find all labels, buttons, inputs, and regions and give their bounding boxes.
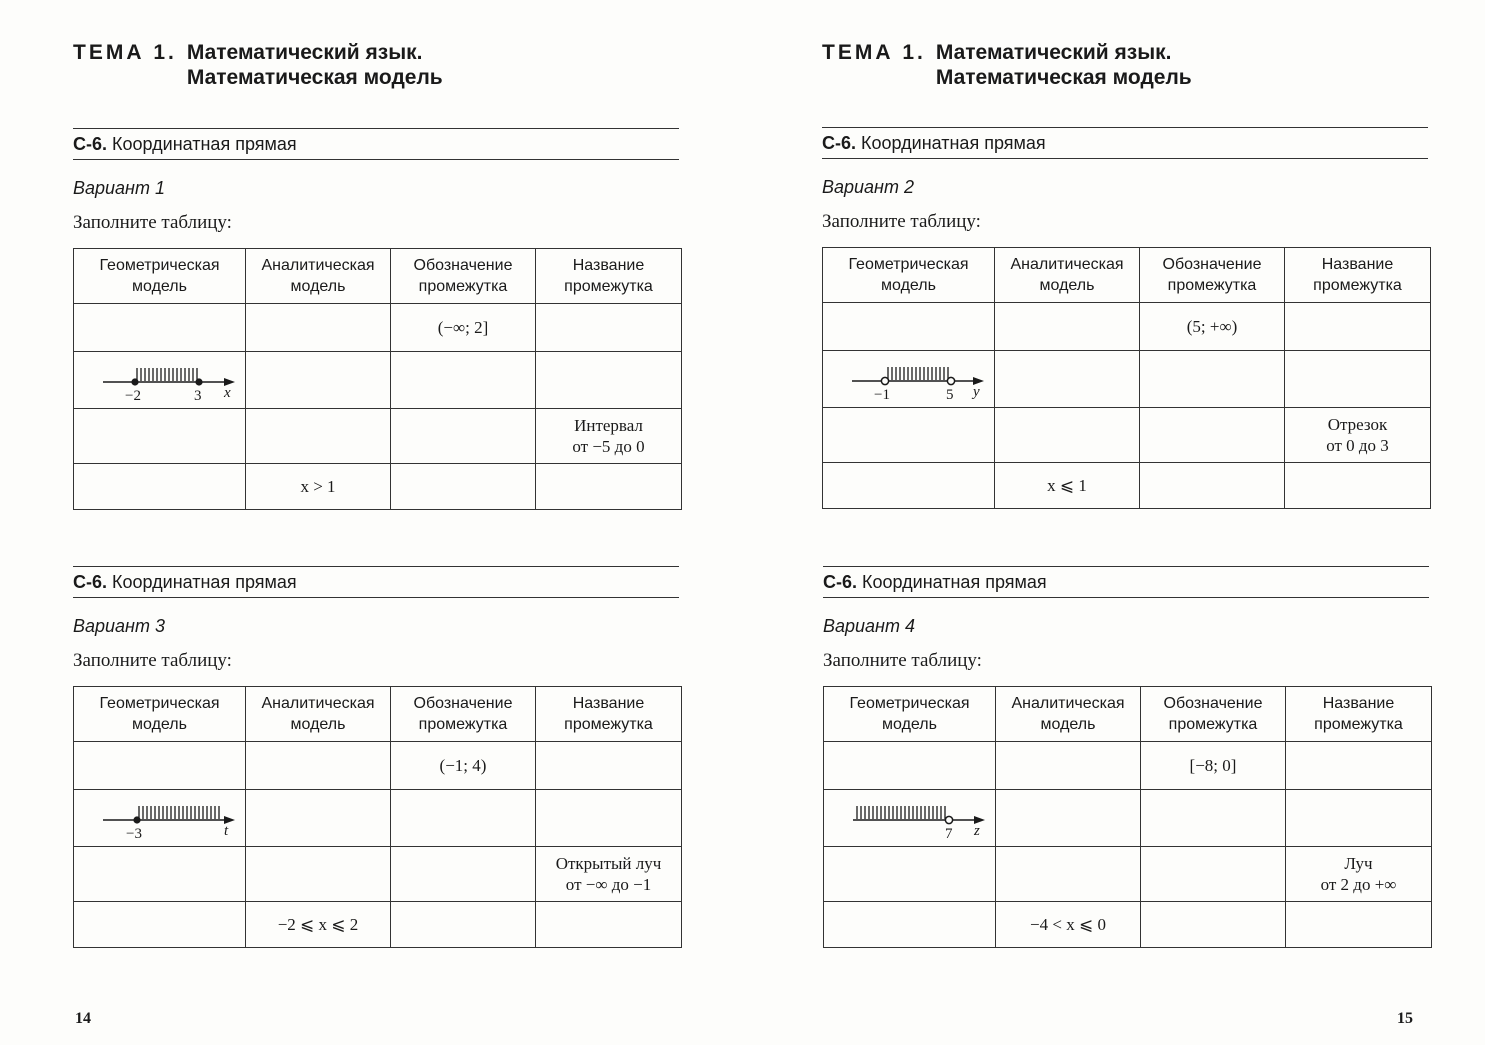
interval-table bbox=[823, 686, 1432, 948]
interval-name-line1: Отрезок bbox=[1327, 415, 1388, 434]
table-row bbox=[824, 742, 1432, 790]
open-point bbox=[881, 377, 888, 384]
empty-cell[interactable] bbox=[74, 464, 246, 510]
interval-name-line1: Открытый луч bbox=[555, 854, 662, 873]
exercise-section-variant-2 bbox=[822, 127, 1428, 509]
table-row bbox=[824, 790, 1432, 847]
empty-cell[interactable] bbox=[1140, 408, 1285, 463]
interval-notation-cell: [−8; 0] bbox=[1141, 742, 1286, 790]
empty-cell[interactable] bbox=[1286, 790, 1432, 847]
table-row bbox=[74, 902, 682, 948]
interval-table bbox=[822, 247, 1431, 509]
variant-title: Вариант 4 bbox=[823, 616, 915, 636]
theme-title bbox=[822, 40, 1192, 90]
section-title: Координатная прямая bbox=[862, 572, 1047, 592]
table-row bbox=[74, 790, 682, 847]
empty-cell[interactable] bbox=[536, 464, 682, 510]
filled-point bbox=[195, 378, 202, 385]
page-number: 14 bbox=[75, 1010, 91, 1027]
interval-name-line2: от −∞ до −1 bbox=[565, 875, 652, 894]
table-row bbox=[823, 303, 1431, 351]
interval-name-line1: Луч bbox=[1344, 854, 1373, 873]
empty-cell[interactable] bbox=[823, 408, 995, 463]
table-row bbox=[824, 847, 1432, 902]
section-header bbox=[73, 566, 679, 598]
empty-cell[interactable] bbox=[391, 902, 536, 948]
empty-cell[interactable] bbox=[536, 902, 682, 948]
empty-cell[interactable] bbox=[391, 464, 536, 510]
instruction-text: Заполните таблицу: bbox=[73, 650, 232, 671]
geometric-model-cell bbox=[74, 352, 246, 409]
empty-cell[interactable] bbox=[995, 408, 1140, 463]
empty-cell[interactable] bbox=[1285, 303, 1431, 351]
empty-cell[interactable] bbox=[996, 847, 1141, 902]
number-line-diagram bbox=[834, 354, 984, 404]
empty-cell[interactable] bbox=[391, 847, 536, 902]
exercise-section-variant-4 bbox=[823, 566, 1429, 948]
header-interval-notation: Обозначение промежутка bbox=[1140, 248, 1285, 303]
page-number: 15 bbox=[1397, 1010, 1413, 1027]
theme-title-line1: Математический язык. bbox=[186, 41, 423, 64]
tick-label-right: 7 bbox=[944, 826, 952, 842]
shading-hatch bbox=[137, 368, 197, 381]
section-title: Координатная прямая bbox=[861, 133, 1046, 153]
section-code: С-6. bbox=[73, 572, 108, 592]
geometric-model-cell bbox=[823, 351, 995, 408]
empty-cell[interactable] bbox=[1141, 847, 1286, 902]
interval-table bbox=[73, 686, 682, 948]
variant-title: Вариант 3 bbox=[73, 616, 165, 636]
interval-notation-cell: (−∞; 2] bbox=[391, 304, 536, 352]
interval-name-cell bbox=[536, 409, 682, 464]
empty-cell[interactable] bbox=[995, 351, 1140, 408]
section-title: Координатная прямая bbox=[112, 134, 297, 154]
analytic-model-cell: x > 1 bbox=[246, 464, 391, 510]
table-header-row bbox=[74, 687, 682, 742]
interval-table bbox=[73, 248, 682, 510]
left-page bbox=[0, 0, 742, 1045]
table-header-row bbox=[824, 687, 1432, 742]
empty-cell[interactable] bbox=[1286, 902, 1432, 948]
exercise-section-variant-1 bbox=[73, 128, 679, 510]
instruction-text: Заполните таблицу: bbox=[822, 211, 981, 232]
theme-label: ТЕМА 1. bbox=[822, 41, 926, 64]
interval-name-cell bbox=[536, 847, 682, 902]
section-header bbox=[73, 128, 679, 160]
interval-name-cell bbox=[1286, 847, 1432, 902]
theme-label: ТЕМА 1. bbox=[73, 41, 177, 64]
empty-cell[interactable] bbox=[246, 742, 391, 790]
empty-cell[interactable] bbox=[246, 352, 391, 409]
shading-hatch bbox=[139, 806, 219, 819]
empty-cell[interactable] bbox=[1285, 463, 1431, 509]
empty-cell[interactable] bbox=[1141, 790, 1286, 847]
filled-point bbox=[131, 378, 138, 385]
header-analytic-model: Аналитическая модель bbox=[246, 249, 391, 304]
header-interval-name: Название промежутка bbox=[536, 249, 682, 304]
right-page bbox=[742, 0, 1484, 1045]
table-row bbox=[74, 742, 682, 790]
theme-title-line2: Математическая модель bbox=[935, 66, 1192, 89]
open-point bbox=[945, 816, 952, 823]
axis-variable: t bbox=[223, 823, 228, 839]
section-code: С-6. bbox=[73, 134, 108, 154]
variant-title: Вариант 2 bbox=[822, 177, 914, 197]
geometric-model-cell bbox=[74, 790, 246, 847]
filled-point bbox=[133, 816, 140, 823]
header-geometric-model: Геометрическая модель bbox=[74, 249, 246, 304]
empty-cell[interactable] bbox=[391, 409, 536, 464]
header-interval-name: Название промежутка bbox=[1286, 687, 1432, 742]
empty-cell[interactable] bbox=[246, 790, 391, 847]
header-analytic-model: Аналитическая модель bbox=[995, 248, 1140, 303]
section-code: С-6. bbox=[822, 133, 857, 153]
number-line-diagram bbox=[835, 793, 985, 843]
interval-name-line1: Интервал bbox=[574, 416, 643, 435]
interval-name-line2: от 0 до 3 bbox=[1326, 436, 1389, 455]
empty-cell[interactable] bbox=[74, 742, 246, 790]
empty-cell[interactable] bbox=[536, 352, 682, 409]
empty-cell[interactable] bbox=[74, 902, 246, 948]
empty-cell[interactable] bbox=[1285, 351, 1431, 408]
analytic-model-cell: −4 < x ⩽ 0 bbox=[996, 902, 1141, 948]
interval-name-line2: от −5 до 0 bbox=[572, 437, 645, 456]
table-row bbox=[823, 463, 1431, 509]
interval-name-line2: от 2 до +∞ bbox=[1320, 875, 1397, 894]
table-row bbox=[74, 352, 682, 409]
shading-hatch bbox=[888, 367, 948, 380]
header-interval-name: Название промежутка bbox=[536, 687, 682, 742]
table-row bbox=[823, 408, 1431, 463]
instruction-text: Заполните таблицу: bbox=[73, 212, 232, 233]
header-analytic-model: Аналитическая модель bbox=[996, 687, 1141, 742]
number-line-diagram bbox=[85, 793, 235, 843]
empty-cell[interactable] bbox=[74, 304, 246, 352]
instruction-text: Заполните таблицу: bbox=[823, 650, 982, 671]
empty-cell[interactable] bbox=[996, 790, 1141, 847]
empty-cell[interactable] bbox=[74, 409, 246, 464]
interval-notation-cell: (5; +∞) bbox=[1140, 303, 1285, 351]
analytic-model-cell: −2 ⩽ x ⩽ 2 bbox=[246, 902, 391, 948]
table-row bbox=[74, 847, 682, 902]
empty-cell[interactable] bbox=[996, 742, 1141, 790]
table-header-row bbox=[74, 249, 682, 304]
tick-label-right: 3 bbox=[193, 388, 201, 404]
empty-cell[interactable] bbox=[1286, 742, 1432, 790]
table-row bbox=[823, 351, 1431, 408]
analytic-model-cell: x ⩽ 1 bbox=[995, 463, 1140, 509]
table-row bbox=[824, 902, 1432, 948]
theme-title bbox=[73, 40, 443, 90]
empty-cell[interactable] bbox=[391, 352, 536, 409]
empty-cell[interactable] bbox=[246, 847, 391, 902]
header-geometric-model: Геометрическая модель bbox=[74, 687, 246, 742]
interval-notation-cell: (−1; 4) bbox=[391, 742, 536, 790]
empty-cell[interactable] bbox=[246, 304, 391, 352]
open-point bbox=[947, 377, 954, 384]
interval-name-cell bbox=[1285, 408, 1431, 463]
empty-cell[interactable] bbox=[536, 790, 682, 847]
axis-variable: z bbox=[973, 823, 980, 839]
tick-label-right: 5 bbox=[945, 387, 953, 403]
axis-variable: x bbox=[223, 385, 231, 401]
tick-label-left: −2 bbox=[124, 388, 141, 404]
empty-cell[interactable] bbox=[391, 790, 536, 847]
empty-cell[interactable] bbox=[1141, 902, 1286, 948]
empty-cell[interactable] bbox=[74, 847, 246, 902]
section-code: С-6. bbox=[823, 572, 858, 592]
empty-cell[interactable] bbox=[823, 303, 995, 351]
header-geometric-model: Геометрическая модель bbox=[823, 248, 995, 303]
empty-cell[interactable] bbox=[1140, 351, 1285, 408]
section-header bbox=[822, 127, 1428, 159]
empty-cell[interactable] bbox=[536, 742, 682, 790]
table-header-row bbox=[823, 248, 1431, 303]
table-row bbox=[74, 464, 682, 510]
section-title: Координатная прямая bbox=[112, 572, 297, 592]
table-row bbox=[74, 409, 682, 464]
header-interval-notation: Обозначение промежутка bbox=[391, 249, 536, 304]
shading-hatch bbox=[857, 806, 945, 819]
header-geometric-model: Геометрическая модель bbox=[824, 687, 996, 742]
header-interval-notation: Обозначение промежутка bbox=[391, 687, 536, 742]
table-row bbox=[74, 304, 682, 352]
section-header bbox=[823, 566, 1429, 598]
empty-cell[interactable] bbox=[246, 409, 391, 464]
empty-cell[interactable] bbox=[824, 742, 996, 790]
empty-cell[interactable] bbox=[824, 847, 996, 902]
theme-title-line2: Математическая модель bbox=[186, 66, 443, 89]
theme-title-line1: Математический язык. bbox=[935, 41, 1172, 64]
empty-cell[interactable] bbox=[824, 902, 996, 948]
header-analytic-model: Аналитическая модель bbox=[246, 687, 391, 742]
empty-cell[interactable] bbox=[1140, 463, 1285, 509]
empty-cell[interactable] bbox=[823, 463, 995, 509]
tick-label-left: −1 bbox=[873, 387, 890, 403]
variant-title: Вариант 1 bbox=[73, 178, 165, 198]
exercise-section-variant-3 bbox=[73, 566, 679, 948]
empty-cell[interactable] bbox=[536, 304, 682, 352]
header-interval-notation: Обозначение промежутка bbox=[1141, 687, 1286, 742]
number-line-diagram bbox=[85, 355, 235, 405]
tick-label-left: −3 bbox=[125, 826, 142, 842]
geometric-model-cell bbox=[824, 790, 996, 847]
axis-variable: y bbox=[972, 384, 980, 400]
header-interval-name: Название промежутка bbox=[1285, 248, 1431, 303]
empty-cell[interactable] bbox=[995, 303, 1140, 351]
